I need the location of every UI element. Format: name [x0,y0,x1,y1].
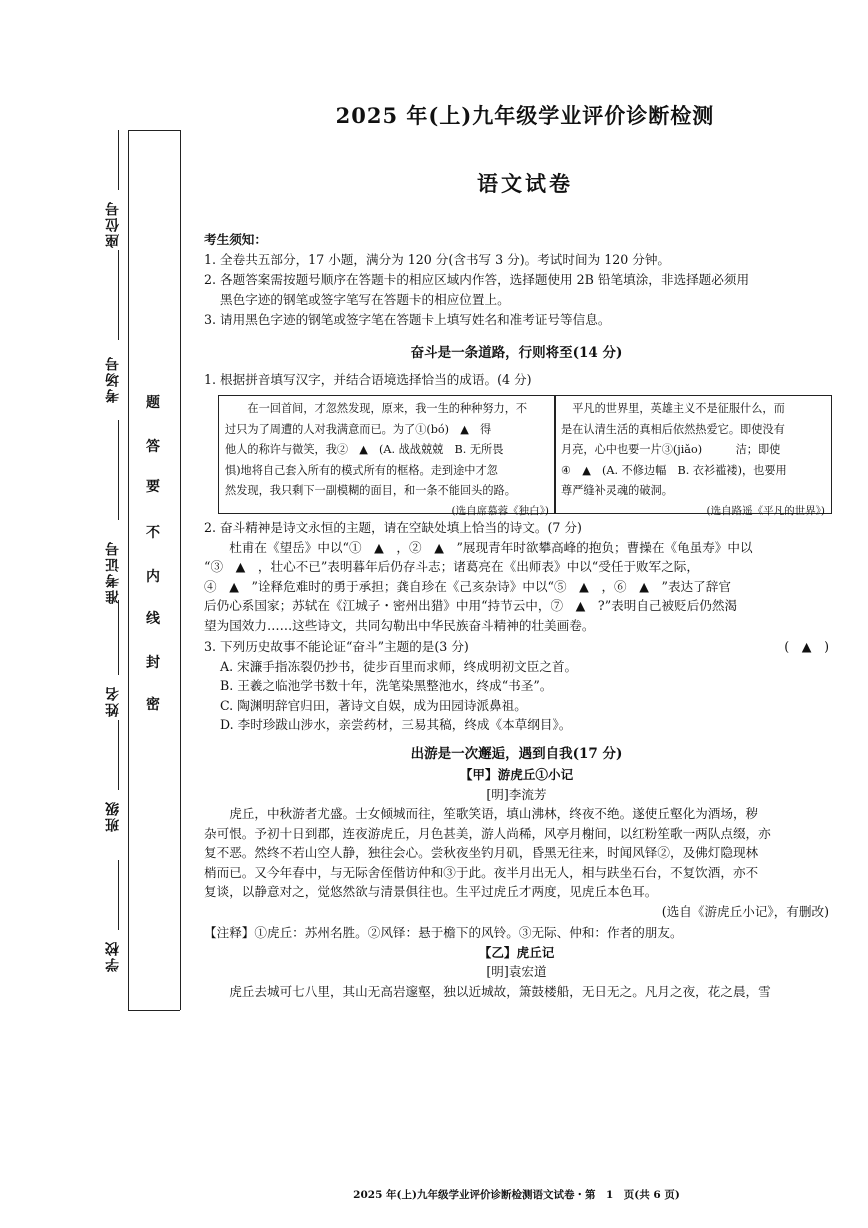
question-2-line: 后仍心系国家；苏轼在《江城子・密州出猎》中用“持节云中，⑦ ▲ ?”表明自己被贬后仍然渴 [204,598,738,613]
box-right-line: 尊严缝补灵魂的破洞。 [561,484,673,497]
seal-char: 题 [146,395,160,411]
notes: 【注释】①虎丘：苏州名胜。②风铎：悬于檐下的风铃。③无际、仲和：作者的朋友。 [204,925,683,940]
question-3-answer-blank: ( ▲ ) [784,639,829,654]
text-b-line: 虎丘去城可七八里，其山无高岩邃壑，独以近城故，箫鼓楼船，无日无之。凡月之夜，花之晨，雪 [229,983,771,999]
exam-room-underline [118,250,119,340]
text-a-line: 虎丘，中秋游者尤盛。士女倾城而往，笙歌笑语，填山沸林，终夜不绝。遂使丘壑化为酒场，秽 [229,806,759,821]
seal-char: 封 [146,655,160,671]
name-label: 姓名 [105,685,121,717]
exam-title: 2025 年(上)九年级学业评价诊断检测 [335,103,715,128]
class-underline [118,720,119,790]
box-left-line: 他人的称许与微笑，我② ▲ (A. 战战兢兢 B. 无所畏 [225,443,504,456]
exam-subtitle: 语文试卷 [477,171,573,196]
question-2-line: 望为国效力……这些诗文，共同勾勒出中华民族奋斗精神的壮美画卷。 [204,617,595,633]
seal-char: 线 [146,611,160,627]
admission-underline [118,420,119,520]
box-right-line: 月亮，心中也要一片③(jiǎo) 洁；即使 [561,443,781,456]
seal-char: 不 [146,525,160,541]
box-right [554,395,832,517]
text-b-title: 【乙】虎丘记 [478,944,555,960]
school-underline [118,860,119,930]
seat-number-label: 座位号 [105,200,121,248]
school-label: 学校 [105,940,121,972]
section2-heading: 出游是一次邂逅，遇到自我(17 分) [410,746,623,762]
binding-line-inner [180,130,181,1010]
question-2-line: “③ ▲ ，壮心不已”表明暮年后仍存斗志；诸葛亮在《出师表》中以“受任于败军之际， [204,559,699,574]
seal-char: 要 [146,479,160,495]
notice-item: 3. 请用黑色字迹的钢笔或签字笔在答题卡上填写姓名和准考证号等信息。 [204,312,611,327]
question-3-option: A. 宋濂手指冻裂仍抄书，徒步百里而求师，终成明初文臣之首。 [220,658,578,674]
admission-number-label: 准考证号 [105,540,121,604]
seal-char: 答 [146,439,160,455]
binding-line-outer [128,130,129,1010]
seat-number-underline [118,130,119,190]
box-right-line: 平凡的世界里，英雄主义不是征服什么，而 [572,402,785,415]
box-left-source: (选自席慕蓉《独白》) [451,504,549,517]
question-3-option: C. 陶渊明辞官归田，著诗文自娱，成为田园诗派鼻祖。 [220,697,527,713]
name-underline [118,600,119,675]
box-right-line: 是在认清生活的真相后依然热爱它。即使没有 [561,422,785,436]
text-a-line: 梢而已。又今年春中，与无际舍侄偕访仲和③于此。夜半月出无人，相与趺坐石台，不复饮酒，亦不 [204,864,759,880]
notice-item: 2. 各题答案需按题号顺序在答题卡的相应区域内作答，选择题使用 2B 铅笔填涂，非选择题必须用 [204,272,750,287]
question-2-line: 杜甫在《望岳》中以“① ▲ ，② ▲ ”展现青年时欲攀高峰的抱负；曹操在《龟虽寿》中以 [229,539,753,555]
section1-heading: 奋斗是一条道路，行则将至(14 分) [410,345,623,361]
notice-item: 1. 全卷共五部分，17 小题，满分为 120 分(含书写 3 分)。考试时间为 120 分钟。 [204,252,671,267]
binding-line-bottom [128,1010,180,1011]
box-left-line: 然发现，我只剩下一副模糊的面目，和一条不能回头的路。 [225,484,516,497]
question-1: 1. 根据拼音填写汉字，并结合语境选择恰当的成语。(4 分) [204,372,532,387]
text-a-author: [明]李流芳 [486,786,547,802]
notice-block [204,230,829,330]
box-right-source: (选自路遥《平凡的世界》) [706,504,825,517]
page-footer: 2025 年(上)九年级学业评价诊断检测语文试卷・第 1 页(共 6 页) [353,1189,680,1201]
text-a-line: 杂可恨。予初十日到郡，连夜游虎丘，月色甚美，游人尚稀，风亭月榭间，以红粉笙歌一两队点缀，亦 [204,825,771,841]
box-left-line: 在一回首间，才忽然发现，原来，我一生的种种努力，不 [247,402,528,415]
notice-heading: 考生须知： [204,232,267,247]
question-2-line: ④ ▲ ”诠释危难时的勇于承担；龚自珍在《己亥杂诗》中以“⑤ ▲ ，⑥ ▲ ”表达了辞官 [204,578,731,594]
text-a-line: 复谈，以静意对之，觉悠然欲与清景俱往也。生平过虎丘才两度，见虎丘本色耳。 [204,884,658,899]
question-2-stem: 2. 奋斗精神是诗文永恒的主题，请在空缺处填上恰当的诗文。(7 分) [204,520,582,535]
seal-char: 密 [146,697,160,713]
box-right-line: ④ ▲ (A. 不修边幅 B. 衣衫褴褛)，也要用 [561,463,787,477]
question-3-stem: 3. 下列历史故事不能论证“奋斗”主题的是(3 分) [204,639,469,654]
exam-room-label: 考场号 [105,355,121,403]
text-a [204,765,829,1001]
binding-line-top [128,130,180,131]
notice-item: 黑色字迹的钢笔或签字笔写在答题卡的相应位置上。 [220,292,510,307]
question-3-option: B. 王羲之临池学书数十年，洗笔染黑整池水，终成“书圣”。 [220,678,553,693]
question-2 [204,518,829,635]
box-left-line: 过只为了周遭的人对我满意而已。为了①(bó) ▲ 得 [225,422,492,436]
box-left [218,395,556,517]
text-a-source: (选自《游虎丘小记》，有删改) [661,903,829,919]
text-a-line: 复不恶。然终不若山空人静，独往会心。尝秋夜坐钓月矶，昏黑无往来，时闻风铎②，及佛灯隐现林 [204,845,759,860]
seal-char: 内 [146,569,160,585]
box-left-line: 惧)地将自己套入所有的模式所有的框格。走到途中才忽 [225,463,498,477]
class-label: 班级 [105,800,121,832]
question-3-option: D. 李时珍跋山涉水，亲尝药材，三易其稿，终成《本草纲目》。 [220,717,572,732]
text-b-author: [明]袁宏道 [486,964,547,979]
text-a-title: 【甲】游虎丘①小记 [459,767,574,782]
question-3 [204,637,829,735]
